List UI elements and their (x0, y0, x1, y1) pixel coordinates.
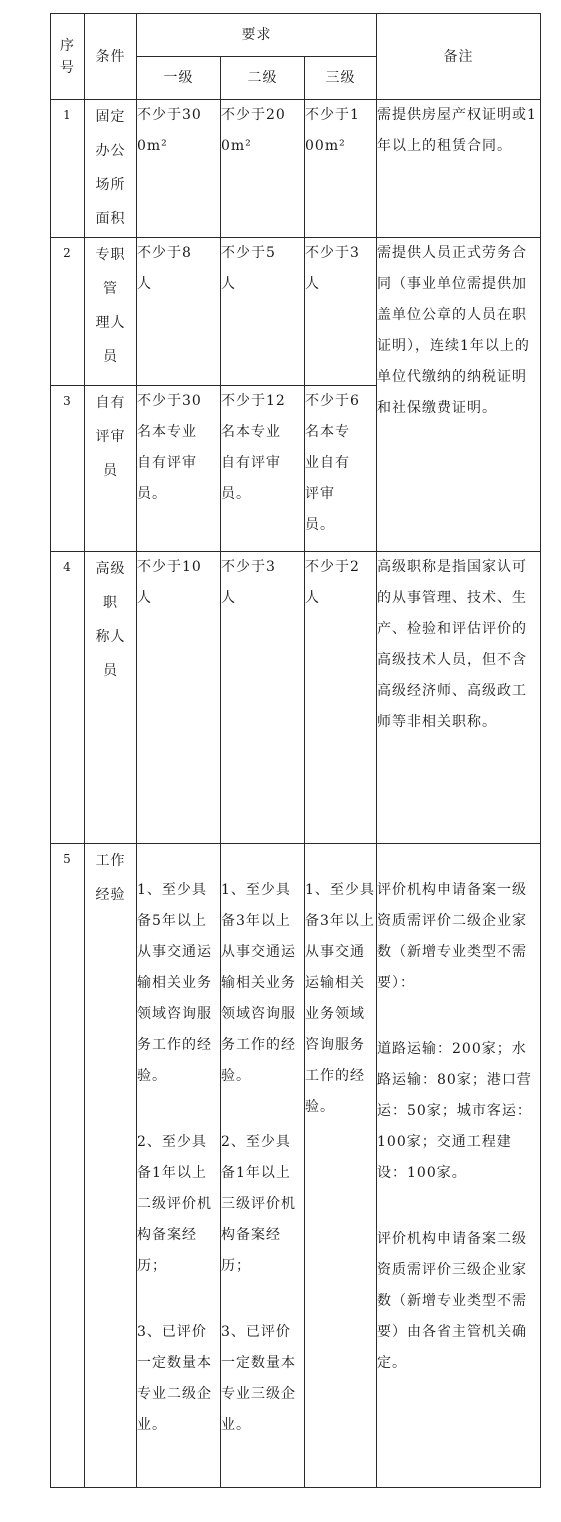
level-1-item: 3、已评价一定数量本专业二级企业。 (137, 1324, 212, 1433)
row-condition: 工作 经验 (85, 844, 137, 1488)
header-row-1 (51, 14, 541, 57)
row-level-2 (221, 844, 305, 1488)
row-level-2: 不少于3 人 (221, 552, 305, 844)
remark-paragraph: 评价机构申请备案二级资质需评价三级企业家数（新增专业类型不需要）由各省主管机关确定。 (377, 1231, 528, 1371)
row-remark (377, 844, 541, 1488)
row-level-3 (305, 844, 377, 1488)
row-level-3: 不少于2 人 (305, 552, 377, 844)
row-condition: 固定 办公 场所 面积 (85, 100, 137, 238)
row-condition: 专职 管 理人 员 (85, 238, 137, 386)
row-number: 4 (51, 552, 85, 844)
header-seq: 序 号 (51, 14, 85, 100)
header-requirement: 要求 (137, 14, 377, 57)
table-row (51, 552, 541, 844)
header-condition: 条件 (85, 14, 137, 100)
level-2-item: 2、至少具备1年以上三级评价机构备案经历； (221, 1134, 296, 1274)
remark-paragraph: 道路运输：200家；水路运输：80家；港口营运：50家；城市客运：100家；交通工程建设：100家。 (377, 1041, 532, 1181)
row-remark: 需提供房屋产权证明或1年以上的租赁合同。 (377, 100, 541, 238)
row-level-2: 不少于12 名本专业 自有评审 员。 (221, 386, 305, 552)
row-level-3: 不少于6 名本专 业自有 评审 员。 (305, 386, 377, 552)
row-level-1 (137, 844, 221, 1488)
table-row (51, 844, 541, 1488)
header-remark: 备注 (377, 14, 541, 100)
row-condition: 自有 评审 员 (85, 386, 137, 552)
row-level-1: 不少于10 人 (137, 552, 221, 844)
row-level-3: 不少于1 00m² (305, 100, 377, 238)
table-row (51, 100, 541, 238)
row-number: 2 (51, 238, 85, 386)
level-2-item: 3、已评价一定数量本专业三级企业。 (221, 1324, 296, 1433)
level-1-item: 1、至少具备5年以上从事交通运输相关业务领域咨询服务工作的经验。 (137, 882, 212, 1084)
row-remark: 高级职称是指国家认可的从事管理、技术、生产、检验和评估评价的高级技术人员，但不含高级经济师、高级政工师等非相关职称。 (377, 552, 541, 844)
row-level-3: 不少于3 人 (305, 238, 377, 386)
level-1-item: 2、至少具备1年以上二级评价机构备案经历； (137, 1134, 212, 1274)
remark-paragraph: 评价机构申请备案一级资质需评价二级企业家数（新增专业类型不需要）： (377, 882, 528, 991)
row-condition: 高级 职 称人 员 (85, 552, 137, 844)
level-3-item: 1、至少具备3年以上从事交通运输相关业务领域咨询服务工作的经验。 (305, 882, 375, 1115)
row-level-1: 不少于30 0m² (137, 100, 221, 238)
row-level-1: 不少于30 名本专业 自有评审 员。 (137, 386, 221, 552)
row-number: 1 (51, 100, 85, 238)
header-level-3: 三级 (305, 57, 377, 100)
header-level-2: 二级 (221, 57, 305, 100)
level-2-item: 1、至少具备3年以上从事交通运输相关业务领域咨询服务工作的经验。 (221, 882, 296, 1084)
header-level-1: 一级 (137, 57, 221, 100)
row-level-2: 不少于5 人 (221, 238, 305, 386)
row-number: 3 (51, 386, 85, 552)
row-level-2: 不少于20 0m² (221, 100, 305, 238)
row-number: 5 (51, 844, 85, 1488)
row-level-1: 不少于8 人 (137, 238, 221, 386)
table-row (51, 238, 541, 386)
requirements-table (50, 13, 541, 1488)
row-remark: 需提供人员正式劳务合同（事业单位需提供加盖单位公章的人员在职证明），连续1年以上的单位代缴纳的纳税证明和社保缴费证明。 (377, 238, 541, 552)
